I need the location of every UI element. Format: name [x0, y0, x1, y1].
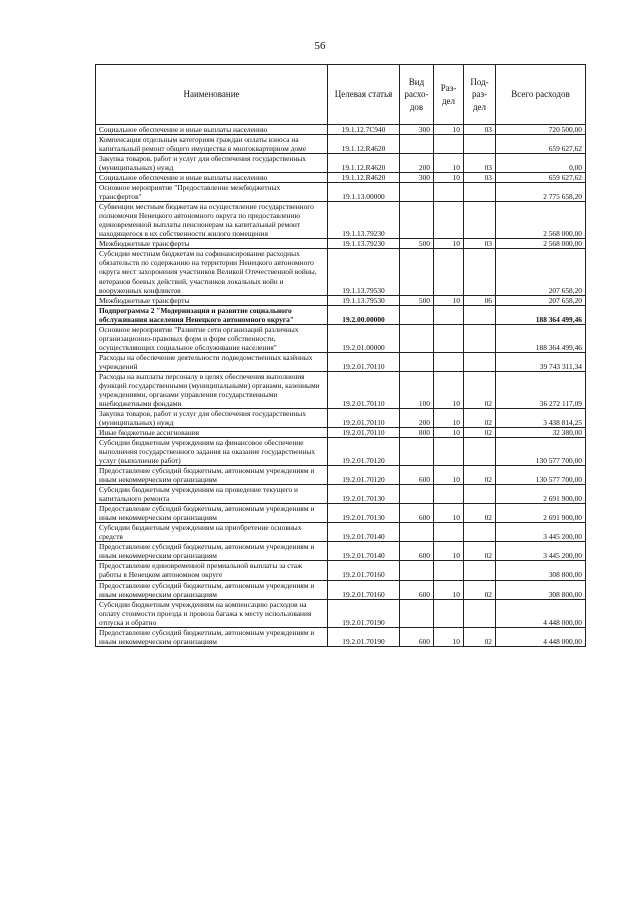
row-section-cell	[434, 599, 464, 627]
row-target-article-cell: 19.1.13.79230	[328, 202, 400, 239]
row-total-cell: 39 743 311,34	[496, 352, 586, 371]
row-total-cell: 0,00	[496, 154, 586, 173]
row-section-cell: 10	[434, 125, 464, 135]
row-section-cell: 10	[434, 239, 464, 249]
table-row	[96, 183, 586, 202]
table-row	[96, 580, 586, 599]
row-section-cell	[434, 305, 464, 324]
table-row	[96, 371, 586, 408]
row-section-cell: 10	[434, 295, 464, 305]
row-total-cell: 3 438 814,25	[496, 408, 586, 427]
row-total-cell: 659 627,62	[496, 135, 586, 154]
row-target-article-cell: 19.2.01.70130	[328, 485, 400, 504]
header-total: Всего расходов	[496, 65, 586, 125]
row-name-cell: Расходы на обеспечение деятельности подведомственных казённых учреждений	[96, 352, 328, 371]
table-row	[96, 485, 586, 504]
row-name-cell: Расходы на выплаты персоналу в целях обеспечения выполнения функций государственными (муниципальными) органами, казенными учреждениями, органами управления государственными внебюджетными фондами	[96, 371, 328, 408]
row-expense-type-cell: 600	[400, 504, 434, 523]
row-section-cell	[434, 561, 464, 580]
row-section-cell: 10	[434, 371, 464, 408]
row-target-article-cell: 19.2.01.70190	[328, 599, 400, 627]
row-section-cell: 10	[434, 542, 464, 561]
row-section-cell: 10	[434, 173, 464, 183]
row-name-cell: Субвенции местным бюджетам на осуществление государственного полномочия Ненецкого автономного округа по предоставлению единовременной выплаты пенсионерам на капитальный ремонт находящегося в их собственности жилого помещения	[96, 202, 328, 239]
row-total-cell: 207 658,20	[496, 295, 586, 305]
row-total-cell: 188 364 499,46	[496, 305, 586, 324]
table-row	[96, 408, 586, 427]
row-name-cell: Предоставление субсидий бюджетным, автономным учреждениям и иным некоммерческим организациям	[96, 627, 328, 646]
table-row	[96, 599, 586, 627]
row-section-cell	[434, 523, 464, 542]
row-name-cell: Предоставление единовременной премиальной выплаты за стаж работы в Ненецком автономном округе	[96, 561, 328, 580]
row-subsection-cell: 02	[464, 627, 496, 646]
row-section-cell	[434, 438, 464, 466]
row-total-cell: 720 500,00	[496, 125, 586, 135]
row-name-cell: Иные бюджетные ассигнования	[96, 428, 328, 438]
table-row	[96, 295, 586, 305]
row-section-cell: 10	[434, 408, 464, 427]
row-expense-type-cell	[400, 135, 434, 154]
row-total-cell: 130 577 700,00	[496, 466, 586, 485]
row-expense-type-cell: 200	[400, 154, 434, 173]
row-total-cell: 3 445 200,00	[496, 542, 586, 561]
table-row	[96, 154, 586, 173]
row-target-article-cell: 19.2.00.00000	[328, 305, 400, 324]
table-row	[96, 561, 586, 580]
header-name: Наименование	[96, 65, 328, 125]
row-target-article-cell: 19.1.13.00000	[328, 183, 400, 202]
table-row	[96, 135, 586, 154]
row-section-cell	[434, 249, 464, 295]
row-expense-type-cell: 800	[400, 428, 434, 438]
row-name-cell: Подпрограмма 2 "Модернизация и развитие социального обслуживания населения Ненецкого автономного округа"	[96, 305, 328, 324]
row-expense-type-cell	[400, 599, 434, 627]
row-section-cell: 10	[434, 466, 464, 485]
row-total-cell: 2 691 900,00	[496, 485, 586, 504]
header-section: Раз- дел	[434, 65, 464, 125]
row-subsection-cell: 03	[464, 239, 496, 249]
row-total-cell: 2 691 900,00	[496, 504, 586, 523]
row-target-article-cell: 19.2.01.70160	[328, 580, 400, 599]
row-name-cell: Закупка товаров, работ и услуг для обеспечения государственных (муниципальных) нужд	[96, 408, 328, 427]
row-expense-type-cell	[400, 438, 434, 466]
table-row	[96, 466, 586, 485]
row-name-cell: Предоставление субсидий бюджетным, автономным учреждениям и иным некоммерческим организациям	[96, 580, 328, 599]
row-name-cell: Субсидии бюджетным учреждениям на проведение текущего и капитального ремонта	[96, 485, 328, 504]
row-subsection-cell: 02	[464, 542, 496, 561]
row-subsection-cell	[464, 324, 496, 352]
table-row	[96, 504, 586, 523]
row-expense-type-cell: 600	[400, 580, 434, 599]
table-row	[96, 523, 586, 542]
row-total-cell: 4 448 000,00	[496, 627, 586, 646]
row-name-cell: Основное мероприятие "Предоставление межбюджетных трансфертов"	[96, 183, 328, 202]
table-row	[96, 305, 586, 324]
row-subsection-cell: 02	[464, 466, 496, 485]
row-subsection-cell	[464, 485, 496, 504]
row-expense-type-cell	[400, 249, 434, 295]
row-target-article-cell: 19.2.01.70140	[328, 523, 400, 542]
row-section-cell	[434, 202, 464, 239]
row-expense-type-cell	[400, 523, 434, 542]
row-name-cell: Субсидии местным бюджетам на софинансирование расходных обязательств по содержанию на территории Ненецкого автономного округа мест захоронения участников Великой Отечественной войны, ветеранов боевых действий, участников локальных войн и вооруженных конфликтов	[96, 249, 328, 295]
row-section-cell	[434, 485, 464, 504]
row-subsection-cell: 06	[464, 295, 496, 305]
row-subsection-cell	[464, 305, 496, 324]
row-section-cell	[434, 183, 464, 202]
row-target-article-cell: 19.1.12.R4620	[328, 135, 400, 154]
row-target-article-cell: 19.1.12.R4620	[328, 154, 400, 173]
row-subsection-cell: 02	[464, 408, 496, 427]
header-expense-type: Вид расхо- дов	[400, 65, 434, 125]
row-subsection-cell	[464, 561, 496, 580]
row-expense-type-cell: 600	[400, 627, 434, 646]
row-total-cell: 4 448 000,00	[496, 599, 586, 627]
row-target-article-cell: 19.1.13.79230	[328, 239, 400, 249]
header-subsection: Под- раз- дел	[464, 65, 496, 125]
page-number: 56	[314, 40, 326, 52]
row-total-cell: 32 380,00	[496, 428, 586, 438]
row-name-cell: Социальное обеспечение и иные выплаты населению	[96, 173, 328, 183]
row-expense-type-cell: 200	[400, 408, 434, 427]
row-name-cell: Предоставление субсидий бюджетным, автономным учреждениям и иным некоммерческим организациям	[96, 466, 328, 485]
row-target-article-cell: 19.2.01.70120	[328, 466, 400, 485]
row-section-cell: 10	[434, 580, 464, 599]
row-subsection-cell: 02	[464, 580, 496, 599]
table-row	[96, 438, 586, 466]
table-row	[96, 627, 586, 646]
table-row	[96, 202, 586, 239]
row-section-cell: 10	[434, 428, 464, 438]
row-total-cell: 36 272 117,09	[496, 371, 586, 408]
row-total-cell: 2 568 000,00	[496, 239, 586, 249]
row-total-cell: 2 568 000,00	[496, 202, 586, 239]
row-subsection-cell	[464, 523, 496, 542]
row-name-cell: Предоставление субсидий бюджетным, автономным учреждениям и иным некоммерческим организациям	[96, 542, 328, 561]
row-total-cell: 188 364 499,46	[496, 324, 586, 352]
row-target-article-cell: 19.2.01.70120	[328, 438, 400, 466]
row-section-cell: 10	[434, 627, 464, 646]
row-name-cell: Предоставление субсидий бюджетным, автономным учреждениям и иным некоммерческим организациям	[96, 504, 328, 523]
row-name-cell: Межбюджетные трансферты	[96, 239, 328, 249]
row-expense-type-cell	[400, 485, 434, 504]
row-total-cell: 308 800,00	[496, 561, 586, 580]
row-name-cell: Субсидии бюджетным учреждениям на приобретение основных средств	[96, 523, 328, 542]
row-total-cell: 130 577 700,00	[496, 438, 586, 466]
table-row	[96, 428, 586, 438]
table-row	[96, 324, 586, 352]
table-row	[96, 125, 586, 135]
budget-table	[95, 64, 586, 647]
row-target-article-cell: 19.2.01.70110	[328, 352, 400, 371]
row-expense-type-cell	[400, 561, 434, 580]
row-subsection-cell: 03	[464, 154, 496, 173]
row-section-cell	[434, 135, 464, 154]
row-name-cell: Основное мероприятие "Развитие сети организаций различных организационно-правовых форм и форм собственности, осуществляющих социальное обслуживание населения"	[96, 324, 328, 352]
row-expense-type-cell: 500	[400, 295, 434, 305]
row-expense-type-cell	[400, 183, 434, 202]
row-expense-type-cell	[400, 202, 434, 239]
row-subsection-cell: 02	[464, 504, 496, 523]
row-total-cell: 207 658,20	[496, 249, 586, 295]
row-subsection-cell	[464, 135, 496, 154]
row-expense-type-cell: 500	[400, 239, 434, 249]
row-section-cell	[434, 324, 464, 352]
row-target-article-cell: 19.2.01.70190	[328, 627, 400, 646]
row-target-article-cell: 19.2.01.70160	[328, 561, 400, 580]
row-subsection-cell: 02	[464, 428, 496, 438]
row-target-article-cell: 19.2.01.70110	[328, 408, 400, 427]
row-target-article-cell: 19.2.01.00000	[328, 324, 400, 352]
table-header-row	[96, 65, 586, 125]
row-name-cell: Компенсация отдельным категориям граждан оплаты взноса на капитальный ремонт общего имущества в многоквартирном доме	[96, 135, 328, 154]
row-expense-type-cell	[400, 352, 434, 371]
row-target-article-cell: 19.1.13.79530	[328, 249, 400, 295]
row-target-article-cell: 19.2.01.70110	[328, 428, 400, 438]
row-target-article-cell: 19.2.01.70130	[328, 504, 400, 523]
row-target-article-cell: 19.1.13.79530	[328, 295, 400, 305]
table-body	[96, 125, 586, 647]
row-expense-type-cell: 600	[400, 466, 434, 485]
row-subsection-cell	[464, 202, 496, 239]
row-expense-type-cell: 100	[400, 371, 434, 408]
header-target-article: Целевая статья	[328, 65, 400, 125]
row-expense-type-cell	[400, 324, 434, 352]
row-subsection-cell	[464, 599, 496, 627]
row-name-cell: Социальное обеспечение и иные выплаты населению	[96, 125, 328, 135]
table-row	[96, 239, 586, 249]
row-subsection-cell	[464, 183, 496, 202]
row-target-article-cell: 19.1.12.R4620	[328, 173, 400, 183]
row-expense-type-cell: 300	[400, 125, 434, 135]
row-name-cell: Субсидии бюджетным учреждениям на компенсацию расходов на оплату стоимости проезда и провоза багажа к месту использования отпуска и обратно	[96, 599, 328, 627]
row-name-cell: Межбюджетные трансферты	[96, 295, 328, 305]
row-name-cell: Закупка товаров, работ и услуг для обеспечения государственных (муниципальных) нужд	[96, 154, 328, 173]
row-total-cell: 659 627,62	[496, 173, 586, 183]
row-subsection-cell: 03	[464, 125, 496, 135]
row-subsection-cell	[464, 438, 496, 466]
row-section-cell: 10	[434, 154, 464, 173]
row-subsection-cell: 03	[464, 173, 496, 183]
row-total-cell: 2 775 658,20	[496, 183, 586, 202]
table-row	[96, 173, 586, 183]
row-name-cell: Субсидии бюджетным учреждениям на финансовое обеспечение выполнения государственного задания на оказание государственных услуг (выполнение работ)	[96, 438, 328, 466]
table-row	[96, 249, 586, 295]
row-target-article-cell: 19.2.01.70110	[328, 371, 400, 408]
row-target-article-cell: 19.2.01.70140	[328, 542, 400, 561]
row-section-cell	[434, 352, 464, 371]
table-row	[96, 542, 586, 561]
row-total-cell: 3 445 200,00	[496, 523, 586, 542]
row-subsection-cell	[464, 249, 496, 295]
row-expense-type-cell: 300	[400, 173, 434, 183]
row-expense-type-cell	[400, 305, 434, 324]
table-row	[96, 352, 586, 371]
row-subsection-cell	[464, 352, 496, 371]
row-subsection-cell: 02	[464, 371, 496, 408]
row-section-cell: 10	[434, 504, 464, 523]
row-total-cell: 308 800,00	[496, 580, 586, 599]
row-expense-type-cell: 600	[400, 542, 434, 561]
row-target-article-cell: 19.1.12.7С940	[328, 125, 400, 135]
